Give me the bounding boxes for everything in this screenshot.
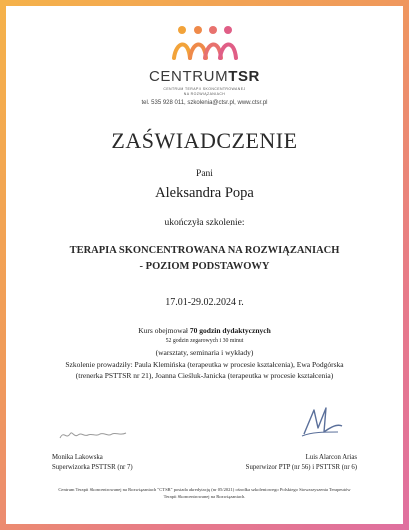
signature-right-role: Superwizor PTP (nr 56) i PSTTSR (nr 6) xyxy=(245,464,357,471)
hours-bold: 70 godzin dydaktycznych xyxy=(189,326,271,335)
brand-subtitle xyxy=(6,87,403,97)
certificate-page xyxy=(6,6,403,524)
course-hours xyxy=(6,326,403,335)
signature-left-role: Superwizorka PSTTSR (nr 7) xyxy=(52,464,133,471)
brand-name xyxy=(6,68,403,85)
hours-detail-2: (warsztaty, seminaria i wykłady) xyxy=(155,348,254,357)
signature-left-name: Monika Lakowska xyxy=(52,454,103,461)
course-title-line1: TERAPIA SKONCENTROWANA NA ROZWIĄZANIACH xyxy=(69,245,340,256)
signature-right-name: Luis Alarcon Arias xyxy=(305,454,357,461)
ctsr-logo-icon xyxy=(6,24,403,62)
signature-right xyxy=(246,453,357,473)
signature-left xyxy=(52,453,133,473)
contact-info: tel. 535 928 011, szkolenia@ctsr.pl, www.ctsr.pl xyxy=(141,100,268,106)
brand-subtitle-line1: CENTRUM TERAPII SKONCENTROWANEJ xyxy=(163,87,246,91)
certificate-title: ZAŚWIADCZENIE xyxy=(111,128,298,153)
completed-text: ukończyła szkolenie: xyxy=(164,218,245,228)
signature-left-image xyxy=(58,424,128,449)
course-title-line2: - POZIOM PODSTAWOWY xyxy=(139,261,270,272)
hours-detail: 52 godzin zegarowych i 30 minut xyxy=(165,338,244,344)
hours-prefix: Kurs obejmował xyxy=(138,326,190,335)
course-dates: 17.01-29.02.2024 r. xyxy=(165,297,244,308)
trainers-text: Szkolenie prowadziły: Paula Klemińska (terapeutka w procesie kształcenia), Ewa Podgórska (trenerka PSTTSR nr 21), Joanna Cieśluk-Janicka (terapeutka w procesie kształcenia) xyxy=(65,360,344,380)
brand-bold: TSR xyxy=(228,68,260,85)
accreditation-footer: Centrum Terapii Skoncentrowanej na Rozwiązaniach "CTSR" posiada akredytację (nr 05/2021) ośrodka szkoleniowego Polskiego Stowarzyszenia Terapeutów Terapii Skoncentrowanej na Rozwiązaniach. xyxy=(58,487,351,499)
course-title xyxy=(46,243,363,275)
recipient-name: Aleksandra Popa xyxy=(155,185,254,201)
brand-light: CENTRUM xyxy=(148,68,229,85)
salutation: Pani xyxy=(196,169,213,179)
signature-right-image xyxy=(298,402,346,447)
brand-subtitle-line2: NA ROZWIĄZANIACH xyxy=(183,92,226,96)
